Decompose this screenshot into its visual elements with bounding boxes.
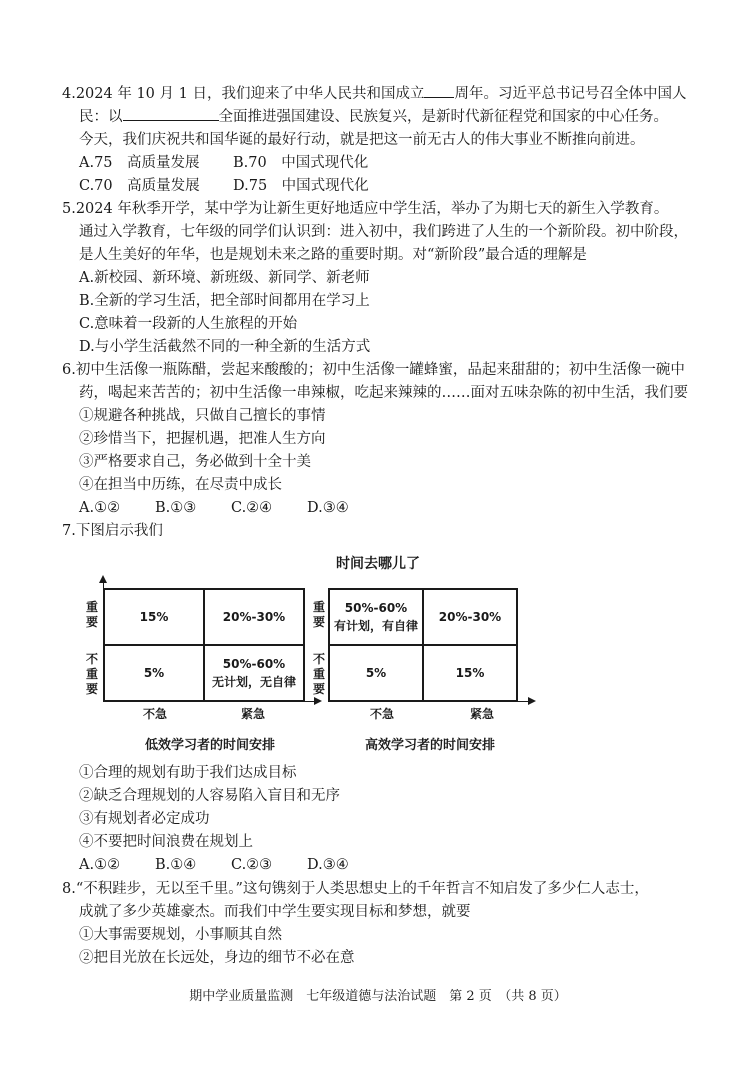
matrix-cell: 20%-30% [423, 589, 517, 645]
matrix-cell: 50%-60% 无计划，无自律 [204, 645, 304, 701]
right-xlabel-not-urgent: 不急 [369, 707, 394, 721]
matrix-cell: 15% [423, 645, 517, 701]
option-b: B.70 中国式现代化 [233, 155, 369, 171]
question-8 [62, 878, 702, 970]
statement-1: ①规避各种挑战，只做自己擅长的事情 [79, 408, 326, 424]
statement-3: ③有规划者必定成功 [79, 811, 210, 827]
option-d: D.75 中国式现代化 [233, 178, 369, 194]
right-xlabel-urgent: 紧急 [469, 707, 494, 721]
option-d: D.③④ [307, 857, 349, 873]
option-b: B.①③ [155, 500, 197, 516]
option-b: B.①④ [155, 857, 197, 873]
question-6 [62, 359, 702, 520]
left-ylabel-not-important: 不重要 [85, 652, 98, 696]
option-c: C.②③ [231, 857, 273, 873]
q4-stem-part4: 全面推进强国建设、民族复兴，是新时代新征程党和国家的中心任务。 [218, 109, 668, 125]
statement-1: ①大事需要规划，小事顺其自然 [79, 927, 282, 943]
statement-3: ③严格要求自己，务必做到十全十美 [79, 454, 311, 470]
q8-stem-line2: 成就了多少英雄豪杰。而我们中学生要实现目标和梦想，就要 [79, 904, 471, 920]
option-c: C.70 高质量发展 [79, 178, 200, 194]
option-d: D.③④ [307, 500, 349, 516]
q5-stem-line2: 通过入学教育，七年级的同学们认识到：进入初中，我们跨进了人生的一个新阶段。初中阶段， [79, 224, 688, 240]
matrix-cell: 15% [104, 589, 204, 645]
q4-stem-part1: 4.2024 年 10 月 1 日，我们迎来了中华人民共和国成立 [62, 86, 425, 102]
question-7-statements [62, 762, 702, 877]
right-caption: 高效学习者的时间安排 [364, 738, 495, 753]
left-xlabel-not-urgent: 不急 [142, 707, 167, 721]
option-a: A.新校园、新环境、新班级、新同学、新老师 [79, 270, 370, 286]
right-ylabel-not-important: 不重要 [312, 652, 325, 696]
option-a: A.75 高质量发展 [79, 155, 200, 171]
q8-stem-line1: 8.“不积跬步，无以至千里。”这句镌刻于人类思想史上的千年哲言不知启发了多少仁人志士， [62, 881, 649, 897]
q5-stem-line3: 是人生美好的年华，也是规划未来之路的重要时期。对“新阶段”最合适的理解是 [79, 247, 587, 263]
option-b: B.全新的学习生活，把全部时间都用在学习上 [79, 293, 370, 309]
option-c: C.②④ [231, 500, 273, 516]
q6-stem-line2: 药，喝起来苦苦的；初中生活像一串辣椒，吃起来辣辣的……面对五味杂陈的初中生活，我们要 [79, 385, 688, 401]
arrow-up-icon [99, 575, 107, 583]
right-ylabel-important: 重要 [312, 600, 325, 629]
left-caption: 低效学习者的时间安排 [144, 738, 275, 753]
diagram-title: 时间去哪儿了 [336, 556, 420, 572]
option-c: C.意味着一段新的人生旅程的开始 [79, 316, 298, 332]
statement-2: ②缺乏合理规划的人容易陷入盲目和无序 [79, 788, 340, 804]
arrow-right-icon [528, 697, 536, 705]
q5-stem-line1: 5.2024 年秋季开学，某中学为让新生更好地适应中学生活，举办了为期七天的新生入学教育。 [62, 201, 669, 217]
statement-1: ①合理的规划有助于我们达成目标 [79, 765, 297, 781]
answer-blank [424, 83, 454, 98]
statement-2: ②把目光放在长远处，身边的细节不必在意 [79, 950, 355, 966]
page-footer: 期中学业质量监测 七年级道德与法治试题 第 2 页 （共 8 页） [189, 989, 567, 1004]
left-xlabel-urgent: 紧急 [240, 707, 265, 721]
q4-stem-line3: 今天，我们庆祝共和国华诞的最好行动，就是把这一前无古人的伟大事业不断推向前进。 [79, 132, 645, 148]
matrix-cell: 20%-30% [204, 589, 304, 645]
statement-4: ④在担当中历练，在尽责中成长 [79, 477, 282, 493]
answer-blank [123, 106, 219, 121]
statement-4: ④不要把时间浪费在规划上 [79, 834, 253, 850]
option-a: A.①② [79, 857, 121, 873]
q4-stem-part3: 民：以 [79, 109, 123, 125]
question-5 [62, 198, 702, 359]
statement-2: ②珍惜当下，把握机遇，把准人生方向 [79, 431, 326, 447]
q4-stem-part2: 周年。习近平总书记号召全体中国人 [454, 86, 687, 102]
left-time-matrix [103, 588, 305, 702]
matrix-cell: 50%-60% 有计划，有自律 [329, 589, 423, 645]
question-4 [62, 83, 702, 198]
arrow-right-icon [314, 697, 322, 705]
q6-stem-line1: 6.初中生活像一瓶陈醋，尝起来酸酸的；初中生活像一罐蜂蜜，品起来甜甜的；初中生活像一碗中 [62, 362, 685, 378]
matrix-cell: 5% [104, 645, 204, 701]
right-time-matrix [328, 588, 518, 702]
question-7 [62, 520, 702, 543]
option-d: D.与小学生活截然不同的一种全新的生活方式 [79, 339, 371, 355]
left-ylabel-important: 重要 [85, 600, 98, 629]
option-a: A.①② [79, 500, 121, 516]
matrix-cell: 5% [329, 645, 423, 701]
q7-stem: 7.下图启示我们 [62, 523, 163, 539]
